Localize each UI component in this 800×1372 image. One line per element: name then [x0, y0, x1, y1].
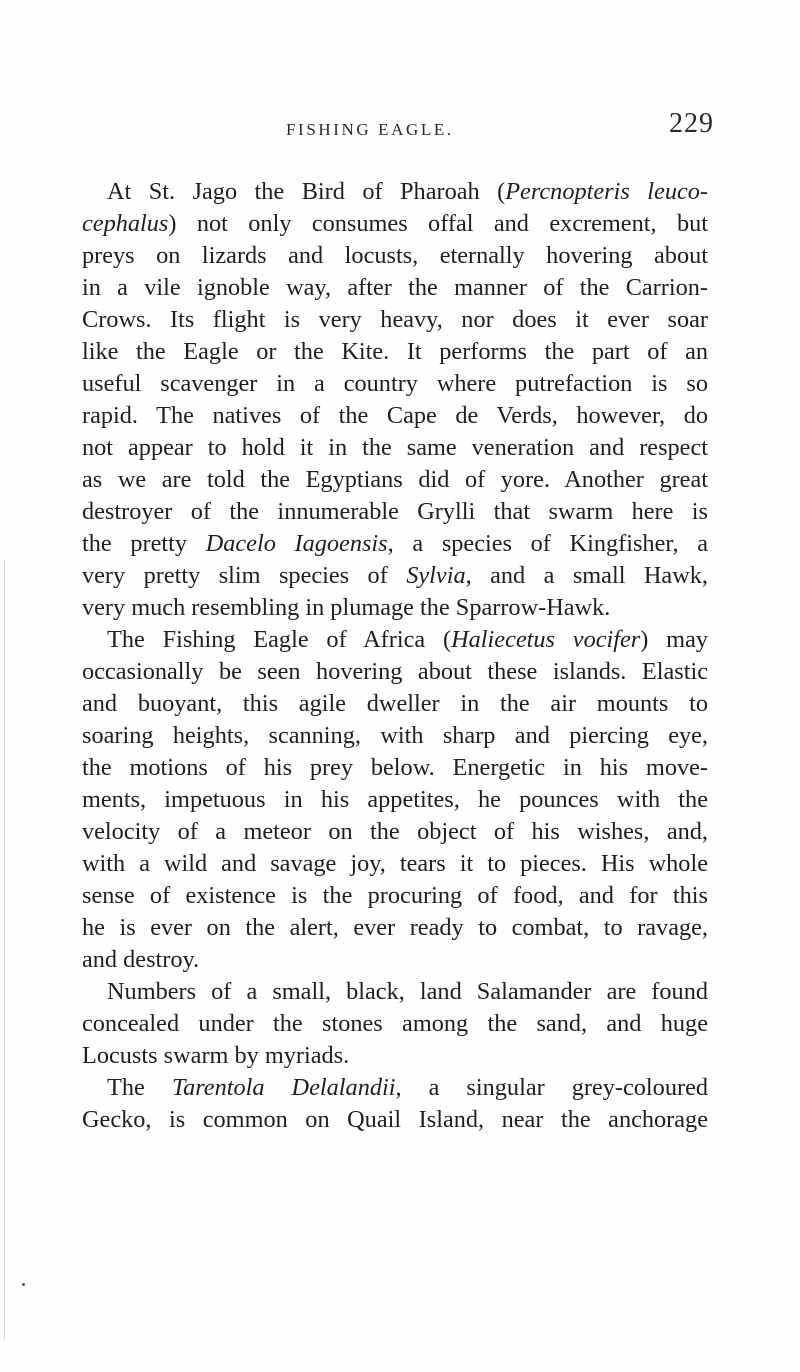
- text-line: and destroy.: [82, 946, 200, 973]
- text-line: occasionally be seen hovering about these islands. Elastic: [82, 658, 708, 685]
- scientific-name: Haliecetus vocifer: [451, 626, 641, 653]
- text-line: very pretty slim species of Sylvia, and a small Hawk,: [82, 562, 708, 589]
- text-line: he is ever on the alert, ever ready to combat, to ravage,: [82, 914, 708, 941]
- body-text: [82, 176, 708, 1136]
- text-line: the motions of his prey below. Energetic in his move-: [82, 754, 708, 781]
- text-line: destroyer of the innumerable Grylli that swarm here is: [82, 498, 708, 525]
- scientific-name: cephalus: [82, 210, 169, 237]
- text-line: concealed under the stones among the sand, and huge: [82, 1010, 708, 1037]
- text-line: with a wild and savage joy, tears it to pieces. His whole: [82, 850, 708, 877]
- page-number: 229: [669, 108, 714, 139]
- text-line: soaring heights, scanning, with sharp and piercing eye,: [82, 722, 708, 749]
- text-line: Gecko, is common on Quail Island, near the anchorage: [82, 1106, 708, 1133]
- page-edge-shadow: [4, 560, 5, 1340]
- text-line: rapid. The natives of the Cape de Verds, however, do: [82, 402, 708, 429]
- text-line: The Fishing Eagle of Africa (Haliecetus vocifer) may: [107, 626, 708, 653]
- scientific-name: Tarentola Delalandii: [171, 1074, 396, 1101]
- text-line: cephalus) not only consumes offal and excrement, but: [82, 210, 708, 237]
- text-line: preys on lizards and locusts, eternally hovering about: [82, 242, 708, 269]
- text-line: not appear to hold it in the same veneration and respect: [82, 434, 708, 461]
- text-line: in a vile ignoble way, after the manner of the Carrion-: [82, 274, 708, 301]
- text-line: The Tarentola Delalandii, a singular grey-coloured: [107, 1074, 709, 1101]
- scientific-name: Dacelo Iagoensis: [205, 530, 388, 557]
- text-line: useful scavenger in a country where putrefaction is so: [82, 370, 708, 397]
- text-line: Crows. Its flight is very heavy, nor does it ever soar: [82, 306, 708, 333]
- scientific-name: Sylvia: [406, 562, 466, 589]
- scientific-name: Percnopteris leuco-: [505, 178, 708, 205]
- text-line: ments, impetuous in his appetites, he pounces with the: [82, 786, 708, 813]
- text-line: and buoyant, this agile dweller in the air mounts to: [82, 690, 708, 717]
- text-line: the pretty Dacelo Iagoensis, a species of Kingfisher, a: [82, 530, 708, 557]
- text-line: as we are told the Egyptians did of yore. Another great: [82, 466, 708, 493]
- paper-speck: [22, 1283, 25, 1286]
- text-line: sense of existence is the procuring of food, and for this: [82, 882, 708, 909]
- running-title: FISHING EAGLE.: [286, 120, 454, 139]
- text-line: very much resembling in plumage the Sparrow-Hawk.: [82, 594, 611, 621]
- running-head: [0, 108, 800, 146]
- text-line: like the Eagle or the Kite. It performs the part of an: [82, 338, 708, 365]
- text-line: velocity of a meteor on the object of his wishes, and,: [82, 818, 708, 845]
- text-line: Numbers of a small, black, land Salamander are found: [107, 978, 708, 1005]
- text-line: Locusts swarm by myriads.: [82, 1042, 350, 1069]
- text-line: At St. Jago the Bird of Pharoah (Percnopteris leuco-: [107, 178, 708, 205]
